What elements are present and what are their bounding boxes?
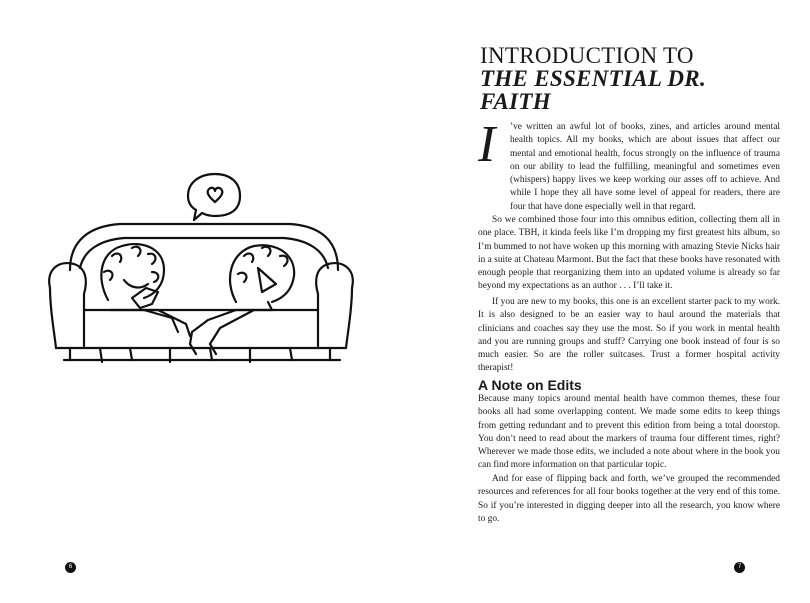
chapter-title (480, 44, 780, 113)
intro-paragraph-2-text: So we combined those four into this omnibus edition, collecting them all in one place. TBH, it kinda feels like I’m dropping my first greatest hits album, so I’m bummed to not have woken up this morning with amazing Stevie Nicks hair in a suite at Chateau Marmont. But the fact that these books have resonated with enough people that reorganizing them into an updated volume is already so far beyond my expectations as an author . . . I’ll take it. (478, 215, 780, 292)
edits-paragraph-2 (478, 473, 780, 526)
chapter-title-line-1: INTRODUCTION TO (480, 43, 694, 68)
chapter-title-line-2: THE ESSENTIAL DR. (480, 66, 706, 91)
intro-paragraph-3-text: If you are new to my books, this one is an excellent starter pack to my work. It is also designed to be an easier way to haul around the materials that clinicians and coaches say they use the most. So if you work in mental health and you are running groups and stuff? Carrying one book instead of four is so much easier. So are the roller suitcases. Trust a former hospital activity therapist! (478, 297, 780, 374)
edits-paragraph-1-text: Because many topics around mental health have common themes, these four books all had some overlapping content. We made some edits to keep things from getting redundant and to prevent this edition from being a total doorstop. You don’t need to read about the markers of trauma four different times, right? Wherever we made those edits, we included a note about where in the book you can find more information on that particular topic. (478, 394, 780, 471)
drop-cap: I (478, 116, 496, 173)
page-number-right: 7 (734, 562, 745, 573)
section-heading-edits: A Note on Edits (478, 377, 582, 393)
page-number-left: 6 (65, 562, 76, 573)
intro-paragraph-3 (478, 296, 780, 376)
edits-paragraph-1 (478, 393, 780, 473)
intro-paragraph-1-text: ’ve written an awful lot of books, zines, and articles around mental health topics. All my books, which are about issues that affect our mental and emotional health, focus strongly on the influence of trauma on our ability to lead the fulfilling, meaningful and sometimes even (whispers) happy lives we keep working our asses off to achieve. And while I hope they all have some level of appeal for readers, there are four that have done especially well in that regard. (510, 122, 780, 212)
intro-paragraph-1 (478, 116, 780, 214)
couch-illustration (40, 160, 360, 380)
chapter-title-line-3: FAITH (480, 89, 551, 114)
edits-paragraph-2-text: And for ease of flipping back and forth, we’ve grouped the recommended resources and references for all four books together at the very end of this tome. So if you’re interested in digging deeper into all the research, you know where to go. (478, 474, 780, 524)
intro-paragraph-2 (478, 214, 780, 294)
